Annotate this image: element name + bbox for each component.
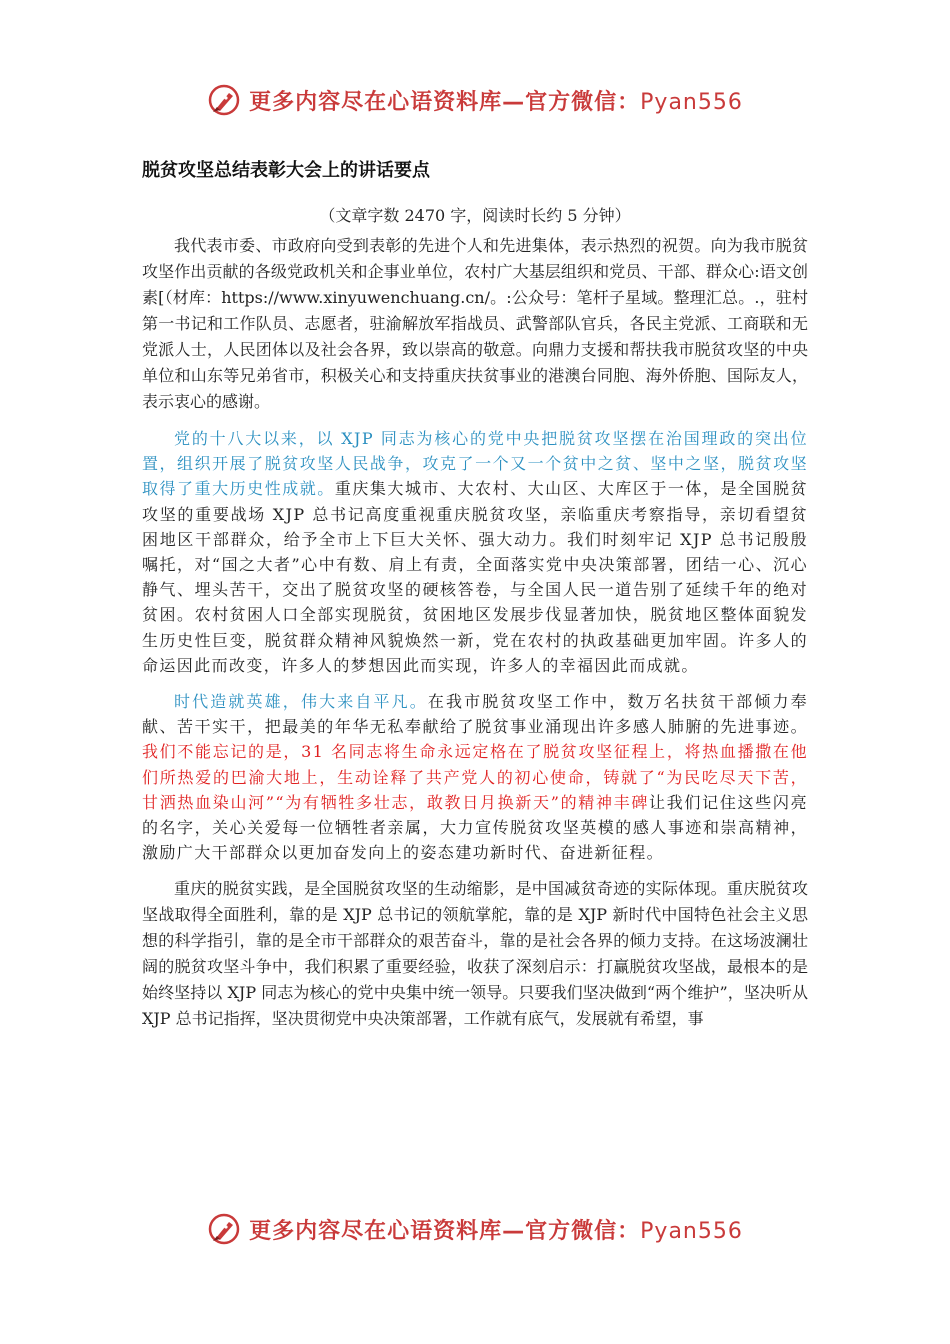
pen-nib-logo-icon [207, 83, 241, 117]
highlight-text-blue: 党的十八大以来，以 XJP 同志为核心的党中央把脱贫攻坚摆在治国理政的突出位置，组织开展了脱贫攻坚人民战争，攻克了一个又一个贫中之贫、坚中之坚，脱贫攻坚取得了重大历史性成就。 [142, 429, 808, 499]
paragraph [142, 689, 808, 865]
footer-banner [0, 1207, 950, 1251]
paragraph [142, 876, 808, 1032]
paragraph-text: 重庆集大城市、大农村、大山区、大库区于一体，是全国脱贫攻坚的重要战场 XJP 总书记高度重视重庆脱贫攻坚，亲临重庆考察指导，亲切看望贫困地区干部群众，给予全市上下巨大关怀、强大动力。我们时刻牢记 XJP 总书记殷殷嘱托，对“国之大者”心中有数、肩上有责，全面落实党中央决策部署，团结一心、沉心静气、埋头苦干，交出了脱贫攻坚的硬核答卷，与全国人民一道告别了延续千年的绝对贫困。农村贫困人口全部实现脱贫，贫困地区发展步伐显著加快，脱贫地区整体面貌发生历史性巨变，脱贫群众精神风貌焕然一新，党在农村的执政基础更加牢固。许多人的命运因此而改变，许多人的梦想因此而实现，许多人的幸福因此而成就。 [142, 479, 808, 675]
paragraph-text: 让我们记住这些闪亮的名字，关心关爱每一位牺牲者亲属，大力宣传脱贫攻坚英模的感人事迹和崇高精神，激励广大干部群众以更加奋发向上的姿态建功新时代、奋进新征程。 [142, 792, 808, 863]
header-banner [0, 78, 950, 122]
paragraph-text: 重庆的脱贫实践，是全国脱贫攻坚的生动缩影，是中国减贫奇迹的实际体现。重庆脱贫攻坚战取得全面胜利，靠的是 XJP 总书记的领航掌舵，靠的是 XJP 新时代中国特色社会主义思想的科学指引，靠的是全市干部群众的艰苦奋斗，靠的是社会各界的倾力支持。在这场波澜壮阔的脱贫攻坚斗争中，我们积累了重要经验，收获了深刻启示：打赢脱贫攻坚战，最根本的是始终坚持以 XJP 同志为核心的党中央集中统一领导。只要我们坚决做到“两个维护”，坚决听从 XJP 总书记指挥，坚决贯彻党中央决策部署，工作就有底气，发展就有希望，事 [142, 879, 808, 1029]
banner-text: 更多内容尽在心语资料库—官方微信：Pyan556 [249, 89, 743, 115]
paragraph-text: 在我市脱贫攻坚工作中，数万名扶贫干部倾力奉献、苦干实干，把最美的年华无私奉献给了脱贫事业涌现出许多感人肺腑的先进事迹。 [142, 692, 808, 737]
paragraph [142, 233, 808, 415]
highlight-text-blue: 时代造就英雄，伟大来自平凡。 [174, 692, 428, 712]
highlight-text-red: 我们不能忘记的是，31 名同志将生命永远定格在了脱贫攻坚征程上，将热血播撒在他们所热爱的巴渝大地上，生动诠释了共产党人的初心使命，铸就了“为民吃尽天下苦，甘洒热血染山河”“为有牺牲多壮志，敢教日月换新天”的精神丰碑 [142, 742, 808, 812]
banner-text: 更多内容尽在心语资料库—官方微信：Pyan556 [249, 1218, 743, 1244]
document-title: 脱贫攻坚总结表彰大会上的讲话要点 [142, 160, 430, 181]
pen-nib-logo-icon [207, 1212, 241, 1246]
document-body [142, 202, 808, 1043]
paragraph [142, 426, 808, 678]
reading-meta: （文章字数 2470 字，阅读时长约 5 分钟） [319, 206, 631, 225]
paragraph-text: 我代表市委、市政府向受到表彰的先进个人和先进集体，表示热烈的祝贺。向为我市脱贫攻坚作出贡献的各级党政机关和企事业单位，农村广大基层组织和党员、干部、群众心:语文创素[（材库：https://www.xinyuwenchuang.cn/。:公众号：笔杆子星域。整理汇总。.，驻村第一书记和工作队员、志愿者，驻渝解放军指战员、武警部队官兵，各民主党派、工商联和无党派人士，人民团体以及社会各界，致以崇高的敬意。向鼎力支援和帮扶我市脱贫攻坚的中央单位和山东等兄弟省市，积极关心和支持重庆扶贫事业的港澳台同胞、海外侨胞、国际友人，表示衷心的感谢。 [142, 236, 808, 411]
